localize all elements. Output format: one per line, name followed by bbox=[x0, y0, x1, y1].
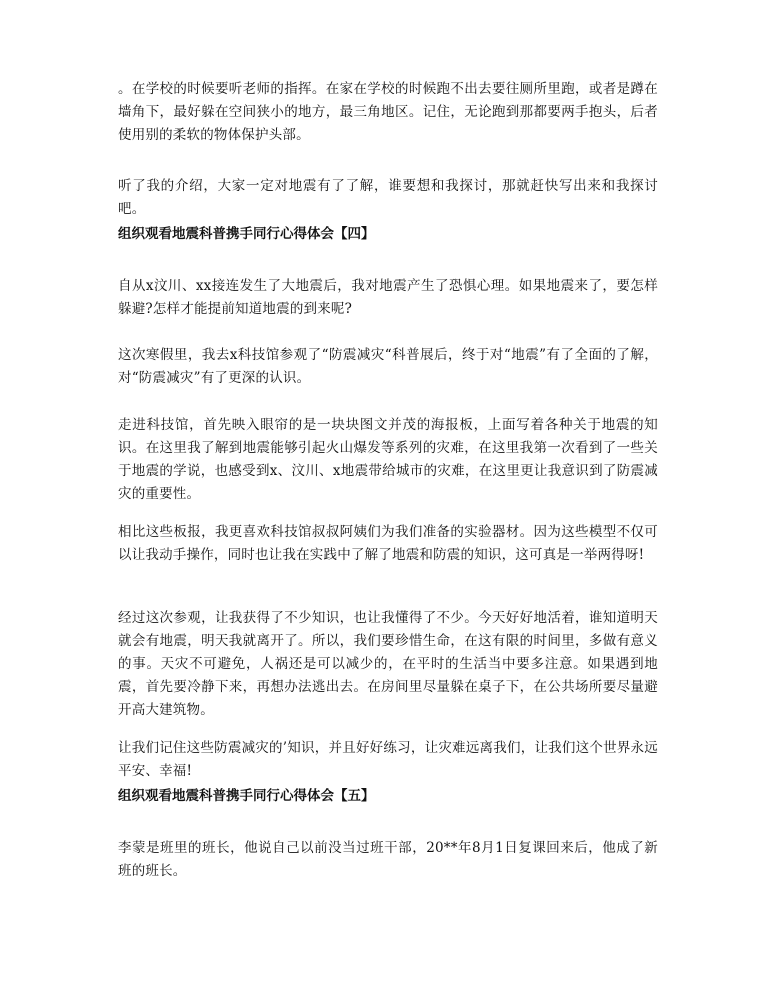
paragraph-earthquake-advice: 。在学校的时候要听老师的指挥。在家在学校的时候跑不出去要往厕所里跑，或者是蹲在墙角下，最好躲在空间狭小的地方，最三角地区。记住，无论跑到那都要两手抱头，后者使用别的柔软的物体保护头部。 bbox=[118, 81, 658, 143]
paragraph-fear-of-earthquakes: 自从x汶川、xx接连发生了大地震后，我对地震产生了恐惧心理。如果地震来了，要怎样躲避?怎样才能提前知道地震的到来呢? bbox=[118, 278, 658, 317]
paragraph-poster-boards: 走进科技馆，首先映入眼帘的是一块块图文并茂的海报板，上面写着各种关于地震的知识。在这里我了解到地震能够引起火山爆发等系列的灾难，在这里我第一次看到了一些关于地震的学说，也感受到x、汶川、x地震带给城市的灾难，在这里更让我意识到了防震减灾的重要性。 bbox=[118, 417, 658, 502]
paragraph-introduction-closing: 听了我的介绍，大家一定对地震有了了解，谁要想和我探讨，那就赶快写出来和我探讨吧。 bbox=[118, 178, 658, 217]
paragraph-museum-visit: 这次寒假里，我去x科技馆参观了“防震减灾“科普展后，终于对“地震”有了全面的了解，对“防震减灾”有了更深的认识。 bbox=[118, 347, 658, 386]
paragraph-experiment-equipment: 相比这些板报，我更喜欢科技馆叔叔阿姨们为我们准备的实验器材。因为这些模型不仅可以让我动手操作，同时也让我在实践中了解了地震和防震的知识，这可真是一举两得呀! bbox=[118, 524, 658, 563]
section-heading-four: 组织观看地震科普携手同行心得体会【四】 bbox=[118, 226, 375, 242]
paragraph-lessons-learned: 经过这次参观，让我获得了不少知识，也让我懂得了不少。今天好好地活着，谁知道明天就会有地震，明天我就离开了。所以，我们要珍惜生命，在这有限的时间里，多做有意义的事。天灾不可避免，人祸还是可以减少的，在平时的生活当中要多注意。如果遇到地震，首先要冷静下来，再想办法逃出去。在房间里尽量躲在桌子下，在公共场所要尽量避开高大建筑物。 bbox=[118, 610, 658, 718]
paragraph-remember-knowledge: 让我们记住这些防震减灾的’知识，并且好好练习，让灾难远离我们，让我们这个世界永远平安、幸福! bbox=[118, 740, 658, 779]
paragraph-class-monitor: 李蒙是班里的班长，他说自己以前没当过班干部，20**年8月1日复课回来后，他成了新班的班长。 bbox=[118, 840, 658, 879]
section-heading-five: 组织观看地震科普携手同行心得体会【五】 bbox=[118, 788, 375, 804]
